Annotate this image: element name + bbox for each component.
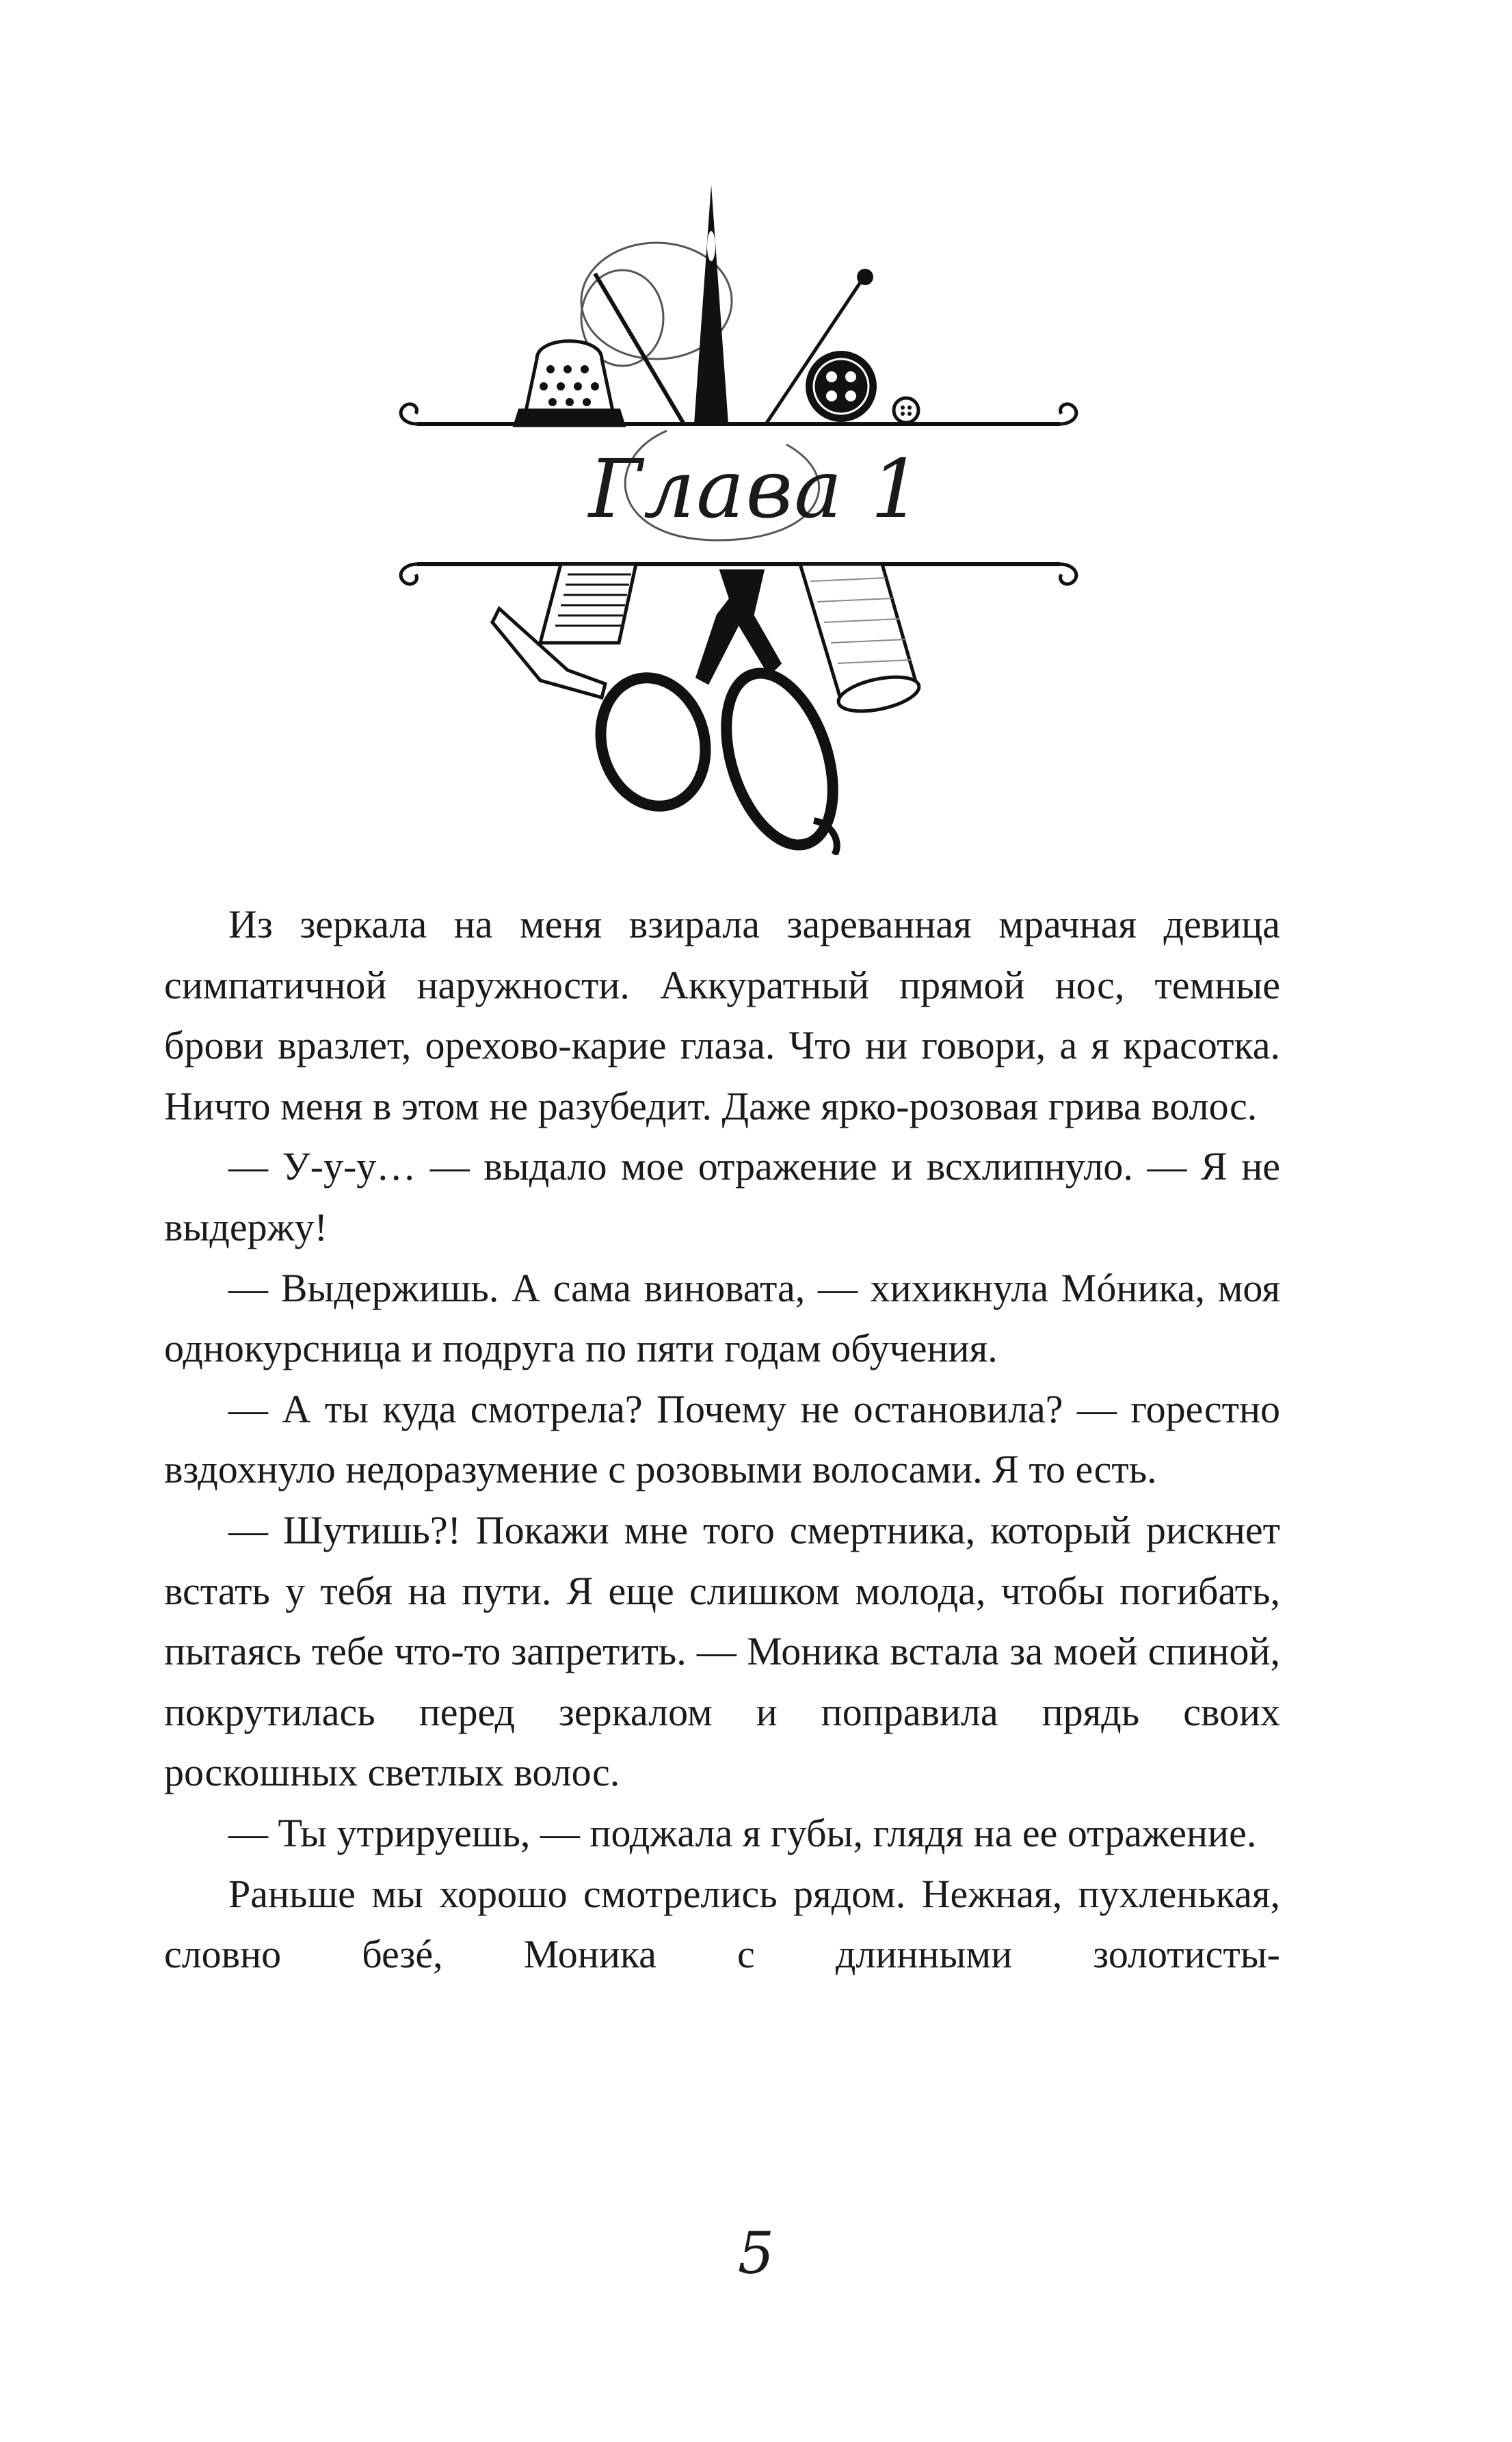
small-button-icon [894,398,918,423]
thimble-icon [515,341,624,425]
paragraph: — Выдержишь. А сама виновата, — хихикнула Мóника, моя однокурсница и подруга по пяти годам обучения. [164,1265,1280,1371]
paragraph: — Ты утрируешь, — поджала я губы, глядя на ее отражение. [228,1810,1257,1855]
paragraph: Из зеркала на меня взирала зареванная мрачная девица симпатичной наружности. Аккуратный прямой нос, темные брови вразлет, орехово-карие глаза. Что ни говори, а я красотка. Ничто меня в этом не разубедит. Даже ярко-розовая грива волос. [164,902,1280,1128]
needle-icon [694,185,728,424]
right-curl-top [1060,404,1076,424]
paragraph: — У-у-у… — выдало мое отражение и всхлипнуло. — Я не выдержу! [164,1144,1280,1249]
page-number: 5 [737,2220,775,2287]
thread-spool-icon-right [800,564,922,717]
paragraph: — А ты куда смотрела? Почему не остановила? — горестно вздохнуло недоразумение с розовыми волосами. Я то есть. [164,1386,1280,1492]
right-curl-bottom [1060,564,1076,584]
body-text [164,894,1280,1985]
paragraph-last: Раньше мы хорошо смотрелись рядом. Нежная, пухленькая, словно безé, Моника с длинными золотисты- [164,1871,1280,1977]
thread-spool-icon [492,564,636,698]
paragraph: — Шутишь?! Покажи мне того смертника, который рискнет встать у тебя на пути. Я еще слишком молода, чтобы погибать, пытаясь тебе что-то запретить. — Моника встала за моей спиной, покрутилась перед зеркалом и поправила прядь своих роскошных светлых волос. [164,1507,1280,1795]
left-curl-bottom [401,564,417,584]
left-curl-top [401,404,417,424]
button-icon [806,351,877,422]
chapter-title: Глава 1 [588,442,924,536]
